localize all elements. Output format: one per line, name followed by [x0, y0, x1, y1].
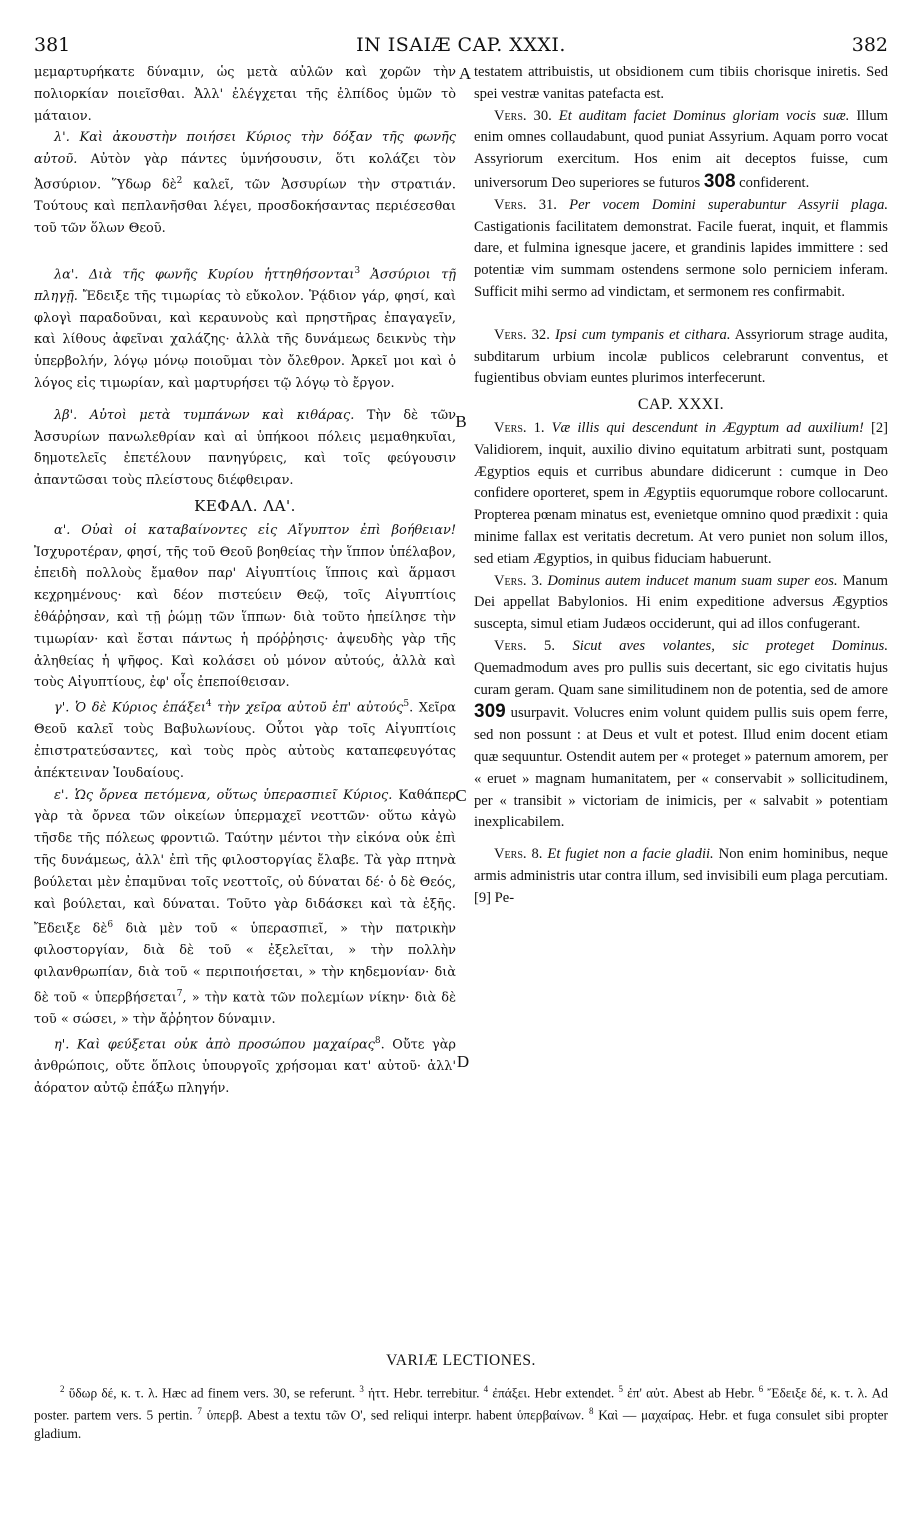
latin-chapter-heading: CAP. XXXI. [637, 396, 725, 414]
latin-text: Manum Dei appellat Babylonios. Hi enim expeditione adversus Ægyptios suscepta, simul etiam Judæos occiderunt, qui ad illos confugerant. [474, 572, 888, 633]
greek-text: μεμαρτυρήκατε δύναμιν, ὡς μετὰ αὐλῶν καὶ χορῶν τὴν πολιορκίαν ποιεῖσθαι. Ἀλλ' ἐλέγχεται τῆς ἐλπίδος ὑμῶν τὸ μάταιον. [34, 65, 456, 124]
margin-letter-b: B [455, 412, 467, 431]
note-number: 3 [359, 1384, 364, 1394]
verse-number: Vers. 8. [494, 846, 543, 863]
latin-lemma: Sicut aves volantes, sic proteget Dominus. [554, 637, 888, 654]
verse-number: Vers. 32. [494, 326, 550, 343]
note-reference: 3 [354, 265, 361, 276]
greek-lemma: α'. Οὐαὶ οἱ καταβαίνοντες εἰς Αἴγυπτον ἐπὶ βοήθειαν! [54, 522, 456, 538]
latin-lemma: Ipsi cum tympanis et cithara. [549, 326, 731, 343]
latin-paragraph [474, 195, 888, 304]
latin-text: Illum enim omnes collaudabunt, quod puniat Assyrium. Aquam porro vocat Assyriorum exercitum. Hos enim ait deceptos fuisse, cum universorum Deo superiores se futuros [474, 107, 888, 191]
running-header [34, 34, 888, 60]
note-number: 4 [483, 1384, 489, 1394]
greek-paragraph [34, 785, 456, 1031]
note-reference: 6 [107, 920, 114, 931]
note-reference: 7 [176, 989, 183, 1000]
page-number-right: 382 [851, 34, 888, 56]
latin-paragraph [474, 844, 888, 909]
latin-text: Assyriorum strage audita, subditarum urbium incolæ publicos celebrarunt conventus, et fugientibus obviam euntes plurimos interfecerunt. [474, 326, 888, 387]
note-text: ὕδωρ δέ, κ. τ. λ. Hæc ad finem vers. 30, se referunt. [64, 1385, 360, 1401]
greek-column [34, 62, 456, 1100]
latin-paragraph [474, 418, 888, 571]
latin-paragraph [474, 106, 888, 195]
greek-lemma: λβ'. Αὐτοὶ μετὰ τυμπάνων καὶ κιθάρας. [54, 407, 355, 423]
note-number: 2 [60, 1384, 65, 1394]
greek-lemma: γ'. Ὁ δὲ Κύριος ἐπάξει [54, 700, 206, 716]
note-number: 7 [197, 1406, 202, 1417]
verse-number: Vers. 31. [494, 196, 557, 213]
latin-lemma: Per vocem Domini superabuntur Assyrii plaga. [556, 196, 889, 213]
greek-text: . Οὔτε γὰρ ἀνθρώποις, οὔτε ὅπλοις ὑπουργοῖς χρήσομαι κατ' αὐτοῦ· ἀλλ' ἀόρατον αὐτῷ ἐπάξω πληγήν. [34, 1037, 456, 1096]
greek-text: Ἔδειξε τῆς τιμωρίας τὸ εὔκολον. Ῥᾴδιον γάρ, φησί, καὶ φλογὶ παραδοῦναι, καὶ κεραυνοὺς καὶ πρηστῆρας ἐπαγαγεῖν, καὶ λίθους ἀφεῖναι χαλάζης· ἀλλὰ τῆς δυνάμεως δεικνὺς τὴν ὑπερβολήν, λόγῳ μόνῳ ποιοῦμαι τὸν ὄλεθρον. Ἀρκεῖ μοι καὶ ὁ λόγος εἰς τιμωρίαν, καὶ μαρτυρήσει τῷ λόγῳ τὸ ἔργον. [34, 288, 456, 391]
greek-text: , » τὴν κατὰ τῶν πολεμίων νίκην· διὰ δὲ τοῦ « σώσει, » τὴν ἄῤῥητον δύναμιν. [34, 990, 456, 1028]
greek-text: Ἰσχυροτέραν, φησί, τῆς τοῦ Θεοῦ βοηθείας τὴν ἵππον ὑπέλαβον, ἐπειδὴ πολλοὺς ἔμαθον παρ' Αἰγυπτίοις ἵπποις καὶ ἅρμασι κεχρημένους· καὶ δέον πιστεύειν Θεῷ, τοῖς Αἰγυπτίοις ἐθάῤῥησαν, καὶ τῇ ῥώμῃ τῶν ἵππων· διὰ τοῦτο ἠπείλησε τὴν τιμωρίαν· καὶ ἔσται πάντως ἡ πρόῤῥησις· ἀψευδὴς γὰρ τῆς ἀληθείας ἡ ψῆφος. Καὶ κολάσει οὐ μόνον αὐτούς, ἀλλὰ καὶ τοὺς Αἰγυπτίους, ἐφ' οἷς ἐπεποίθεισαν. [34, 544, 456, 691]
greek-text: Τὴν δὲ τῶν Ἀσσυρίων πανωλεθρίαν καὶ αἱ ὑπήκοοι πόλεις μεμαθηκυῖαι, δημοτελεῖς ἐπετέλουν πανηγύρεις, καὶ τοῖς φεύγουσιν ἀπαντῶσαι τοὺς πλείστους διέφθειραν. [34, 407, 456, 489]
greek-text: καλεῖ, τῶν Ἀσσυρίων τὴν στρατιάν. Τούτους καὶ πεπλανῆσθαι λέγει, προσδοκήσαντας περιέσεσθαι τοῦ τῶν ὅλων Θεοῦ. [34, 177, 456, 236]
greek-lemma: λ'. Καὶ ἀκουστὴν ποιήσει Κύριος τὴν δόξαν τῆς φωνῆς αὐτοῦ. [34, 130, 456, 168]
note-text: Καὶ — μαχαίρας. Hebr. et fuga consulet sibi propter gladium. [34, 1407, 888, 1441]
greek-text: διὰ μὲν τοῦ « ὑπερασπιεῖ, » τὴν πατρικὴν φιλοστοργίαν, διὰ δὲ τοῦ « ἐξελεῖται, » τὴν πολλὴν φιλανθρωπίαν, διὰ τοῦ « περιποιήσεται, » τὴν κηδεμονίαν· διὰ δὲ τοῦ « ὑπερβήσεται [34, 921, 457, 1006]
greek-paragraph [34, 261, 456, 395]
note-text: ὑπερβ. Abest a textu τῶν Ο', sed reliqui interpr. habent ὑπερβαίνων. [201, 1407, 589, 1423]
column-number-marker: 308 [703, 170, 736, 192]
variae-lectiones-title: VARIÆ LECTIONES. [386, 1352, 536, 1369]
page-number-left: 381 [34, 34, 71, 56]
latin-text: [2] Validiorem, inquit, auxilio divino equitatum arbitrati sunt, postquam Ægyptios equis et curribus abundare didicerunt : cumque in Deo confidere oporteret, spem in Ægyptiis equorumque robore collocarunt. Propterea pœnam minatus est, evenietque omnino quod prædixit : quia minime fallax est veritatis decretum. At vero puniet non solum illos, sed etiam Ægyptios, in quibus fiduciam habuerunt. [474, 419, 888, 567]
note-number: 5 [618, 1384, 623, 1394]
note-text: ἐπάξει. Hebr extendet. [488, 1385, 619, 1401]
running-title: IN ISAIÆ CAP. XXXI. [356, 34, 566, 56]
greek-lemma: η'. Καὶ φεύξεται οὐκ ἀπὸ προσώπου μαχαίρας [54, 1037, 375, 1053]
greek-lemma: Ἀσσύριοι τῇ πληγῇ. [34, 266, 456, 304]
latin-paragraph [474, 636, 888, 834]
note-reference: 4 [205, 699, 212, 710]
latin-lemma: Et fugiet non a facie gladii. [542, 846, 714, 863]
latin-text: usurpavit. Volucres enim volunt quidem pullis suis opem ferre, sed non possunt : at Deus et vult et potest. Illud enim docent etiam quæ sequuntur. Ostendit autem per « proteget » paternum amorem, per « eruet » magnam humanitatem, per « conservabit » sollicitudinem, per « transibit » victoriam de inimicis, per « salvabit » potentiam inexplicabilem. [474, 705, 888, 831]
verse-number: Vers. 1. [494, 419, 545, 436]
greek-lemma: τὴν χεῖρα αὐτοῦ ἐπ' αὐτούς [211, 700, 404, 716]
margin-letter-a: A [458, 64, 472, 83]
note-text: ἡττ. Hebr. terrebitur. [363, 1385, 484, 1401]
latin-column [474, 62, 888, 909]
verse-number: Vers. 3. [494, 572, 543, 589]
margin-letter-d: D [456, 1052, 470, 1071]
note-number: 8 [588, 1406, 594, 1417]
greek-text: . Χεῖρα Θεοῦ καλεῖ τοὺς Βαβυλωνίους. Οὗτοι γὰρ τοῖς Αἰγυπτίοις ἐπιστρατεύσαντες, καὶ τοὺς πρὸς αὐτοὺς καταπεφευγότας ἀπέκτειναν Ἰουδαίους. [34, 700, 456, 781]
verse-number: Vers. 5. [494, 637, 555, 654]
greek-text: Καθάπερ γὰρ τὰ ὄρνεα τῶν οἰκείων ὑπερμαχεῖ νεοττῶν· οὕτω κἀγὼ τῆσδε τῆς πόλεως φροντιῶ. Ταύτην μέντοι τὴν εἰκόνα οὐκ ἐπὶ τῆς δυνάμεως, ἀλλ' ἐπὶ τῆς φιλοστοργίας ἔλαβε. Τὰ γὰρ πτηνὰ βούλεται μὲν ἐπαμῦναι τοῖς νεοττοῖς, οὐ δύναται δέ· ὁ δὲ Θεός, καὶ βούλεται, καὶ δύναται. Τοῦτο γὰρ διδάσκει καὶ τὰ ἑξῆς. Ἔδειξε δὲ [34, 787, 456, 937]
greek-text: Αὐτὸν γὰρ πάντες ὑμνήσουσιν, ὅτι κολάζει τὸν Ἀσσύριον. Ὕδωρ δὲ [34, 152, 456, 193]
greek-paragraph [34, 520, 456, 694]
note-reference: 2 [176, 175, 183, 186]
greek-lemma: ε'. Ὡς ὄρνεα πετόμενα, οὕτως ὑπερασπιεῖ Κύριος. [54, 787, 393, 803]
latin-text: Castigationis facilitatem demonstrat. Facile fuerat, inquit, et flammis dare, et fulmina ignesque jacere, et grandinis lapides immittere : sed potentiæ vim summam ostendens sermone solo perniciem inferam. Sufficit mihi sermo ad vindictam, et sermonem res confirmabit. [474, 218, 888, 300]
latin-lemma: Dominus autem inducet manum suam super eos. [542, 572, 838, 589]
note-text: Ἔδειξε δέ, κ. τ. λ. Ad poster. partem vers. 5 pertin. [34, 1385, 888, 1423]
latin-lemma: Et auditam faciet Dominus gloriam vocis suæ. [551, 107, 850, 124]
greek-lemma: λα'. Διὰ τῆς φωνῆς Κυρίου ἡττηθήσονται [54, 266, 355, 282]
note-reference: 5 [403, 699, 410, 710]
latin-lemma: Væ illis qui descendunt in Ægyptum ad auxilium! [544, 419, 864, 436]
latin-text: Quemadmodum aves pro pullis suis decertant, sic ego civitatis hujus curam geram. Quam sane similitudinem non de potentia, sed de amore [474, 659, 888, 698]
note-text: ἐπ' αὐτ. Abest ab Hebr. [622, 1385, 759, 1401]
note-reference: 8 [374, 1035, 381, 1046]
margin-letter-c: C [455, 786, 467, 805]
latin-paragraph [474, 325, 888, 390]
verse-number: Vers. 30. [494, 107, 552, 124]
column-number-marker: 309 [474, 701, 506, 723]
greek-paragraph [34, 694, 456, 784]
variae-lectiones-notes [34, 1380, 888, 1443]
greek-paragraph [34, 405, 456, 492]
greek-paragraph [34, 127, 456, 239]
greek-paragraph [34, 1031, 456, 1100]
latin-text: testatem attribuistis, ut obsidionem cum tibiis chorisque iniretis. Sed spei vestræ vanitas patefacta est. [474, 64, 888, 102]
latin-paragraph [474, 571, 888, 636]
latin-text: confiderent. [735, 174, 810, 191]
note-number: 6 [758, 1384, 764, 1394]
latin-text: Non enim hominibus, neque armis administris utar contra illum, sed invisibili eum plaga percutiam. [9] Pe- [474, 846, 888, 906]
greek-chapter-heading: ΚΕΦΑΛ. ΛΑ'. [194, 496, 296, 515]
latin-paragraph [474, 62, 888, 106]
greek-paragraph [34, 62, 456, 127]
